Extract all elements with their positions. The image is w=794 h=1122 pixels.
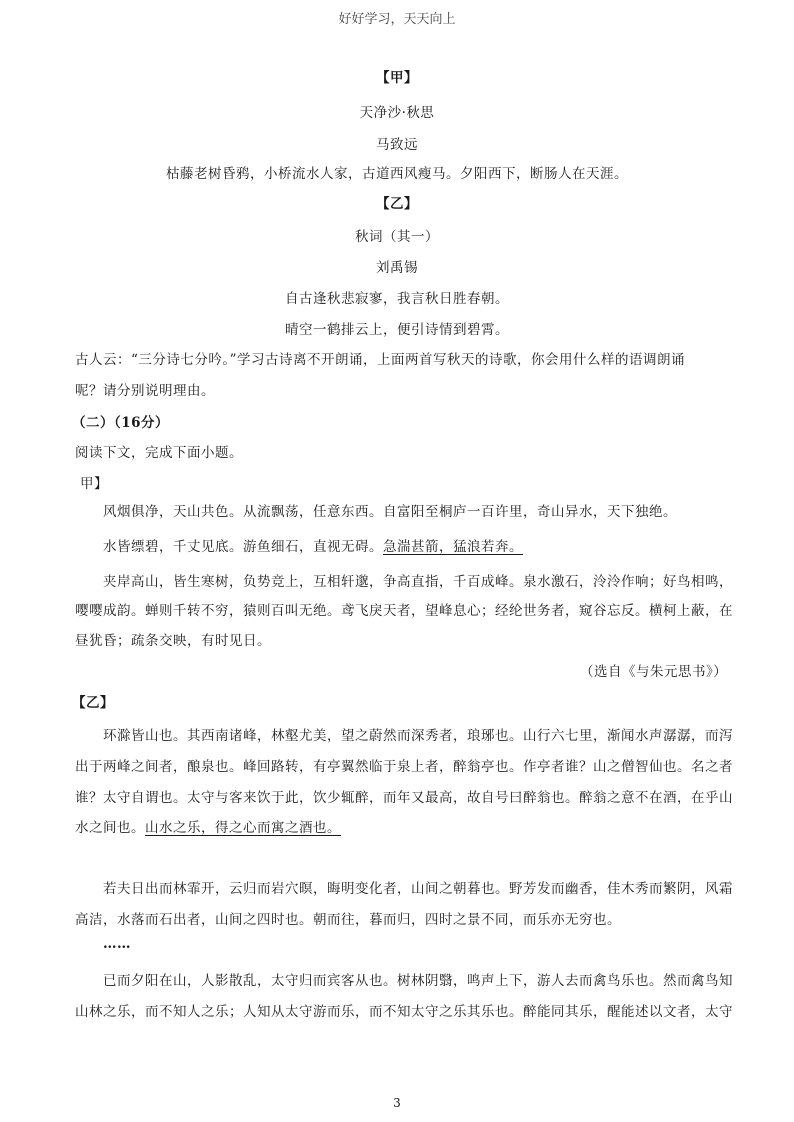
poem-yi-line1: 自古逢秋悲寂寥，我言秋日胜春朝。 — [285, 291, 509, 307]
passage-yi-p1-line4-underlined: 山水之乐，得之心而寓之酒也。 — [145, 820, 341, 836]
question-line2: 呢？请分别说明理由。 — [75, 383, 215, 399]
section2-instruction: 阅读下文，完成下面小题。 — [75, 445, 243, 461]
poem-yi-title: 秋词（其一） — [355, 229, 439, 245]
passage-yi-ellipsis: …… — [103, 936, 131, 952]
passage-jia-p3-line1: 夹岸高山，皆生寒树，负势竞上，互相轩邈，争高直指，千百成峰。泉水激石，泠泠作响；好鸟相鸣， — [103, 574, 733, 590]
section2-heading: （二）（16分） — [72, 415, 170, 431]
question-line1: 古人云：“三分诗七分吟。”学习古诗离不开朗诵，上面两首写秋天的诗歌，你会用什么样的语调朗诵 — [75, 352, 686, 368]
passage-yi-p2-line1: 若夫日出而林霏开，云归而岩穴暝，晦明变化者，山间之朝暮也。野芳发而幽香，佳木秀而繁阴，风霜 — [103, 881, 733, 897]
passage-yi-p1-line4 — [75, 816, 341, 836]
passage-jia-p2-underlined: 急湍甚箭，猛浪若奔。 — [383, 539, 523, 555]
passage-jia-p2-plain: 水皆缥碧，千丈见底。游鱼细石，直视无碍。 — [103, 539, 383, 555]
passage-yi-p3-line2: 山林之乐，而不知人之乐；人知从太守游而乐，而不知太守之乐其乐也。醉能同其乐，醒能述以文者，太守 — [75, 1004, 733, 1020]
poem-jia-text: 枯藤老树昏鸦，小桥流水人家，古道西风瘦马。夕阳西下，断肠人在天涯。 — [166, 166, 628, 182]
passage-yi-p3-line1: 已而夕阳在山，人影散乱，太守归而宾客从也。树林阴翳，鸣声上下，游人去而禽鸟乐也。然而禽鸟知 — [103, 973, 733, 989]
page-header: 好好学习，天天向上 — [338, 12, 456, 27]
passage-jia-label: 甲】 — [80, 476, 108, 492]
passage-jia-source: （选自《与朱元思书》） — [580, 664, 728, 680]
poem-jia-title: 天净沙·秋思 — [359, 105, 435, 121]
passage-jia-p2 — [103, 535, 523, 555]
passage-yi-p1-line1: 环滁皆山也。其西南诸峰，林壑尤美，望之蔚然而深秀者，琅琊也。山行六七里，渐闻水声潺潺，而泻 — [103, 728, 733, 744]
passage-yi-p1-line3: 谁？太守自谓也。太守与客来饮于此，饮少辄醉，而年又最高，故自号曰醉翁也。醉翁之意不在酒，在乎山 — [75, 790, 733, 806]
page-number: 3 — [393, 1096, 401, 1110]
passage-yi-label: 【乙】 — [72, 695, 114, 711]
passage-jia-p3-line2: 嘤嘤成韵。蝉则千转不穷，猿则百叫无绝。鸢飞戾天者，望峰息心；经纶世务者，窥谷忘反。横柯上蔽，在 — [75, 603, 733, 619]
passage-jia-p3-line3: 昼犹昏；疏条交映，有时见日。 — [75, 633, 271, 649]
poem-yi-label: 【乙】 — [376, 196, 418, 212]
passage-jia-p1: 风烟俱净，天山共色。从流飘荡，任意东西。自富阳至桐庐一百许里，奇山异水，天下独绝。 — [103, 504, 677, 520]
poem-yi-line2: 晴空一鹤排云上，便引诗情到碧霄。 — [285, 322, 509, 338]
poem-jia-label: 【甲】 — [376, 70, 418, 86]
passage-yi-p1-line2: 出于两峰之间者，酿泉也。峰回路转，有亭翼然临于泉上者，醉翁亭也。作亭者谁？山之僧智仙也。名之者 — [75, 759, 733, 775]
passage-yi-p1-line4-plain: 水之间也。 — [75, 820, 145, 836]
poem-yi-author: 刘禹锡 — [376, 260, 418, 276]
poem-jia-author: 马致远 — [376, 137, 418, 153]
passage-yi-p2-line2: 高洁，水落而石出者，山间之四时也。朝而往，暮而归，四时之景不同，而乐亦无穷也。 — [75, 912, 621, 928]
